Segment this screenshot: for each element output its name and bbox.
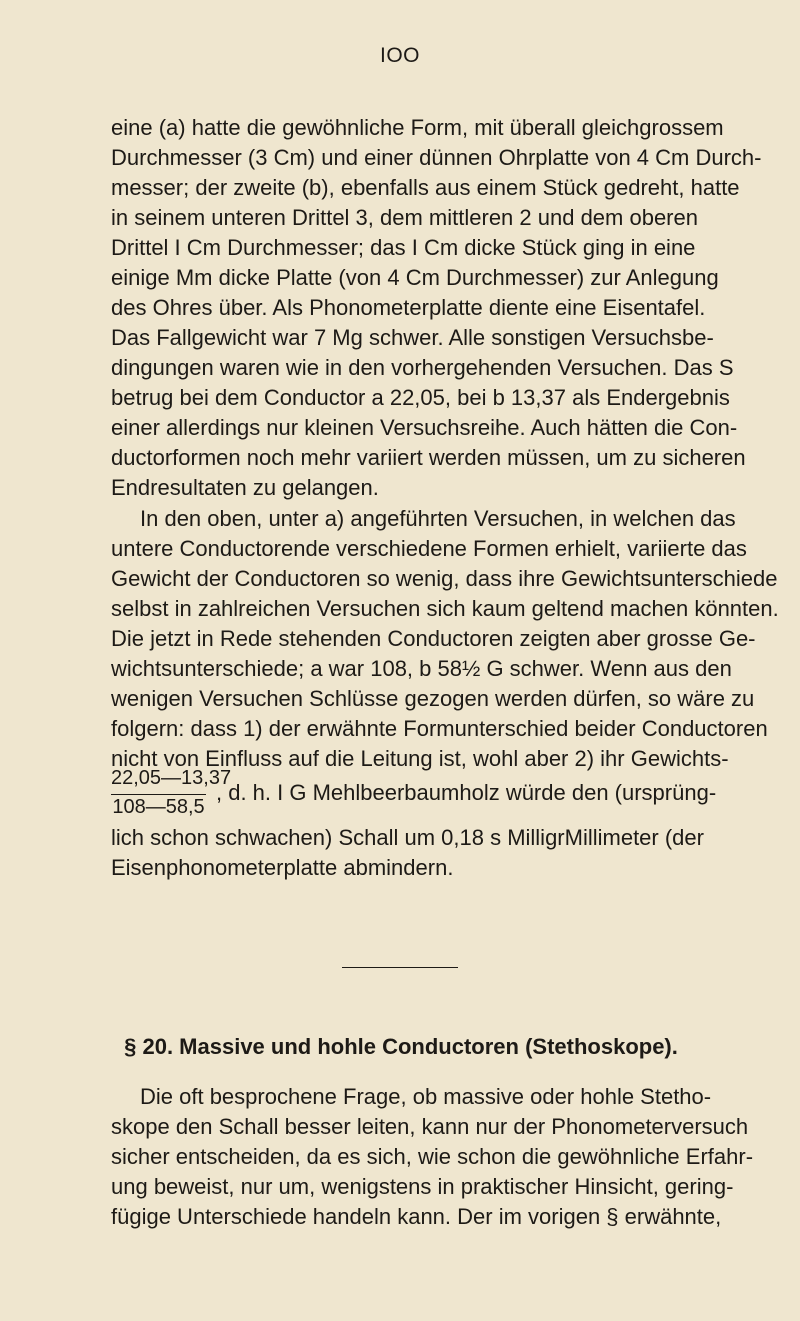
section-separator [342,967,458,968]
body-line: lich schon schwachen) Schall um 0,18 s MilligrMillimeter (der [111,825,704,850]
fraction-denominator: 108—58,5 [112,796,205,818]
body-line: skope den Schall besser leiten, kann nur der Phonometerversuch [111,1114,749,1139]
body-line: selbst in zahlreichen Versuchen sich kaum geltend machen könnten. [111,596,779,621]
section-heading: § 20. Massive und hohle Conductoren (Stethoskope). [124,1034,678,1059]
body-line: wenigen Versuchen Schlüsse gezogen werden dürfen, so wäre zu [111,686,755,711]
fraction-bar [111,794,206,795]
body-line: Gewicht der Conductoren so wenig, dass ihre Gewichtsunterschiede [111,566,778,591]
body-line: untere Conductorende verschiedene Formen erhielt, variierte das [111,536,747,561]
body-line: dingungen waren wie in den vorhergehenden Versuchen. Das S [111,355,734,380]
body-line: eine (a) hatte die gewöhnliche Form, mit überall gleichgrossem [111,115,724,140]
fraction-numerator: 22,05—13,37 [111,767,232,789]
body-line: betrug bei dem Conductor a 22,05, bei b 13,37 als Endergebnis [111,385,730,410]
body-line: messer; der zweite (b), ebenfalls aus einem Stück gedreht, hatte [111,175,740,200]
body-line: ung beweist, nur um, wenigstens in praktischer Hinsicht, gering- [111,1174,734,1199]
body-line: folgern: dass 1) der erwähnte Formunterschied beider Conductoren [111,716,768,741]
body-line: ductorformen noch mehr variiert werden müssen, um zu sicheren [111,445,746,470]
page-number: IOO [379,44,420,67]
body-line: sicher entscheiden, da es sich, wie schon die gewöhnliche Erfahr- [111,1144,754,1169]
fraction-tail: , d. h. I G Mehlbeerbaumholz würde den (ursprüng- [216,780,717,805]
fraction [111,767,232,823]
body-line: Die oft besprochene Frage, ob massive oder hohle Stetho- [140,1084,712,1109]
body-line: Drittel I Cm Durchmesser; das I Cm dicke Stück ging in eine [111,235,696,260]
body-line: Die jetzt in Rede stehenden Conductoren zeigten aber grosse Ge- [111,626,756,651]
body-line: Das Fallgewicht war 7 Mg schwer. Alle sonstigen Versuchsbe- [111,325,714,350]
body-line: einer allerdings nur kleinen Versuchsreihe. Auch hätten die Con- [111,415,738,440]
body-line: In den oben, unter a) angeführten Versuchen, in welchen das [140,506,736,531]
body-line: wichtsunterschiede; a war 108, b 58½ G schwer. Wenn aus den [111,656,732,681]
body-line: fügige Unterschiede handeln kann. Der im vorigen § erwähnte, [111,1204,722,1229]
body-line: Eisenphonometerplatte abmindern. [111,855,454,880]
body-line: nicht von Einfluss auf die Leitung ist, wohl aber 2) ihr Gewichts- [111,746,729,771]
body-line: Durchmesser (3 Cm) und einer dünnen Ohrplatte von 4 Cm Durch- [111,145,762,170]
body-line: in seinem unteren Drittel 3, dem mittleren 2 und dem oberen [111,205,698,230]
body-line: Endresultaten zu gelangen. [111,475,379,500]
body-line: einige Mm dicke Platte (von 4 Cm Durchmesser) zur Anlegung [111,265,719,290]
body-line: des Ohres über. Als Phonometerplatte diente eine Eisentafel. [111,295,706,320]
